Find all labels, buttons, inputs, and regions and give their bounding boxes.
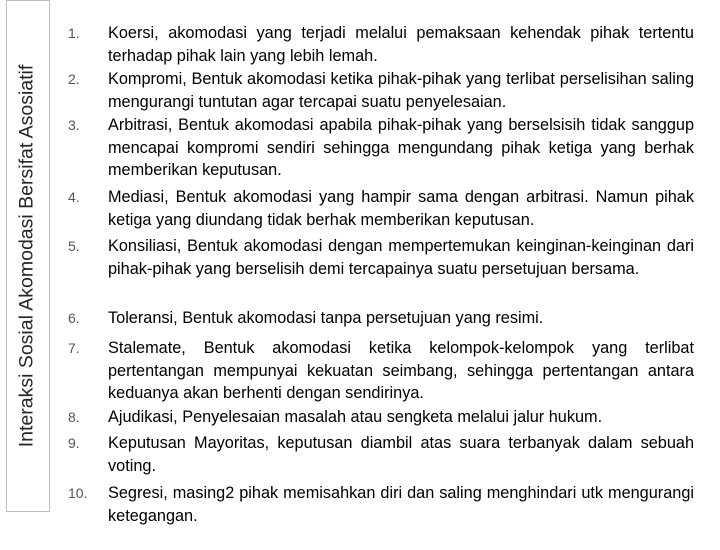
item-number: 8. xyxy=(68,409,80,425)
item-text: Konsiliasi, Bentuk akomodasi dengan mempertemukan keinginan-keinginan dari pihak-pihak yang berselisih demi tercapainya suatu persetujuan bersama. xyxy=(108,237,694,278)
list-item xyxy=(68,482,694,528)
item-number: 2. xyxy=(68,71,80,87)
list-item xyxy=(68,114,694,186)
list-item xyxy=(68,337,694,406)
list-item xyxy=(68,307,694,337)
item-number: 9. xyxy=(68,435,80,451)
item-text: Ajudikasi, Penyelesaian masalah atau sengketa melalui jalur hukum. xyxy=(108,408,603,426)
item-text: Arbitrasi, Bentuk akomodasi apabila pihak-pihak yang berselsisih tidak sanggup mencapai kompromi sendiri sehingga mengundang pihak ketiga yang berhak memberikan keputusan. xyxy=(108,116,694,179)
item-number: 7. xyxy=(68,340,80,356)
item-number: 6. xyxy=(68,310,80,326)
item-text: Segresi, masing2 pihak memisahkan diri dan saling menghindari utk mengurangi ketegangan. xyxy=(108,484,694,525)
item-text: Toleransi, Bentuk akomodasi tanpa persetujuan yang resimi. xyxy=(108,309,544,327)
item-number: 1. xyxy=(68,25,80,41)
list-item xyxy=(68,235,694,307)
item-number: 4. xyxy=(68,189,80,205)
item-text: Mediasi, Bentuk akomodasi yang hampir sama dengan arbitrasi. Namun pihak ketiga yang diundang tidak berhak memberikan keputusan. xyxy=(108,188,694,229)
partially-visible-next-item xyxy=(68,530,694,550)
list-item xyxy=(68,22,694,68)
list-item xyxy=(68,530,694,550)
item-text: Koersi, akomodasi yang terjadi melalui pemaksaan kehendak pihak tertentu terhadap pihak lain yang lebih lemah. xyxy=(108,24,694,65)
list-item xyxy=(68,406,694,432)
item-text: Keputusan Mayoritas, keputusan diambil atas suara terbanyak dalam sebuah voting. xyxy=(108,434,694,475)
list-item xyxy=(68,68,694,114)
item-text: Stalemate, Bentuk akomodasi ketika kelompok-kelompok yang terlibat pertentangan mempunyai kekuatan seimbang, sehingga pertentangan antara keduanya akan berhenti dengan sendirinya. xyxy=(108,339,694,402)
slide-title: Interaksi Sosial Akomodasi Bersifat Asosiatif xyxy=(15,64,38,448)
side-title-region xyxy=(2,0,50,540)
list-item xyxy=(68,432,694,482)
list-item xyxy=(68,186,694,235)
item-number: 10. xyxy=(68,485,88,501)
numbered-list xyxy=(68,22,694,528)
item-text: Kompromi, Bentuk akomodasi ketika pihak-pihak yang terlibat perselisihan saling mengurangi tuntutan agar tercapai suatu penyelesaian. xyxy=(108,70,694,111)
item-number: 5. xyxy=(68,238,80,254)
item-number: 3. xyxy=(68,117,80,133)
